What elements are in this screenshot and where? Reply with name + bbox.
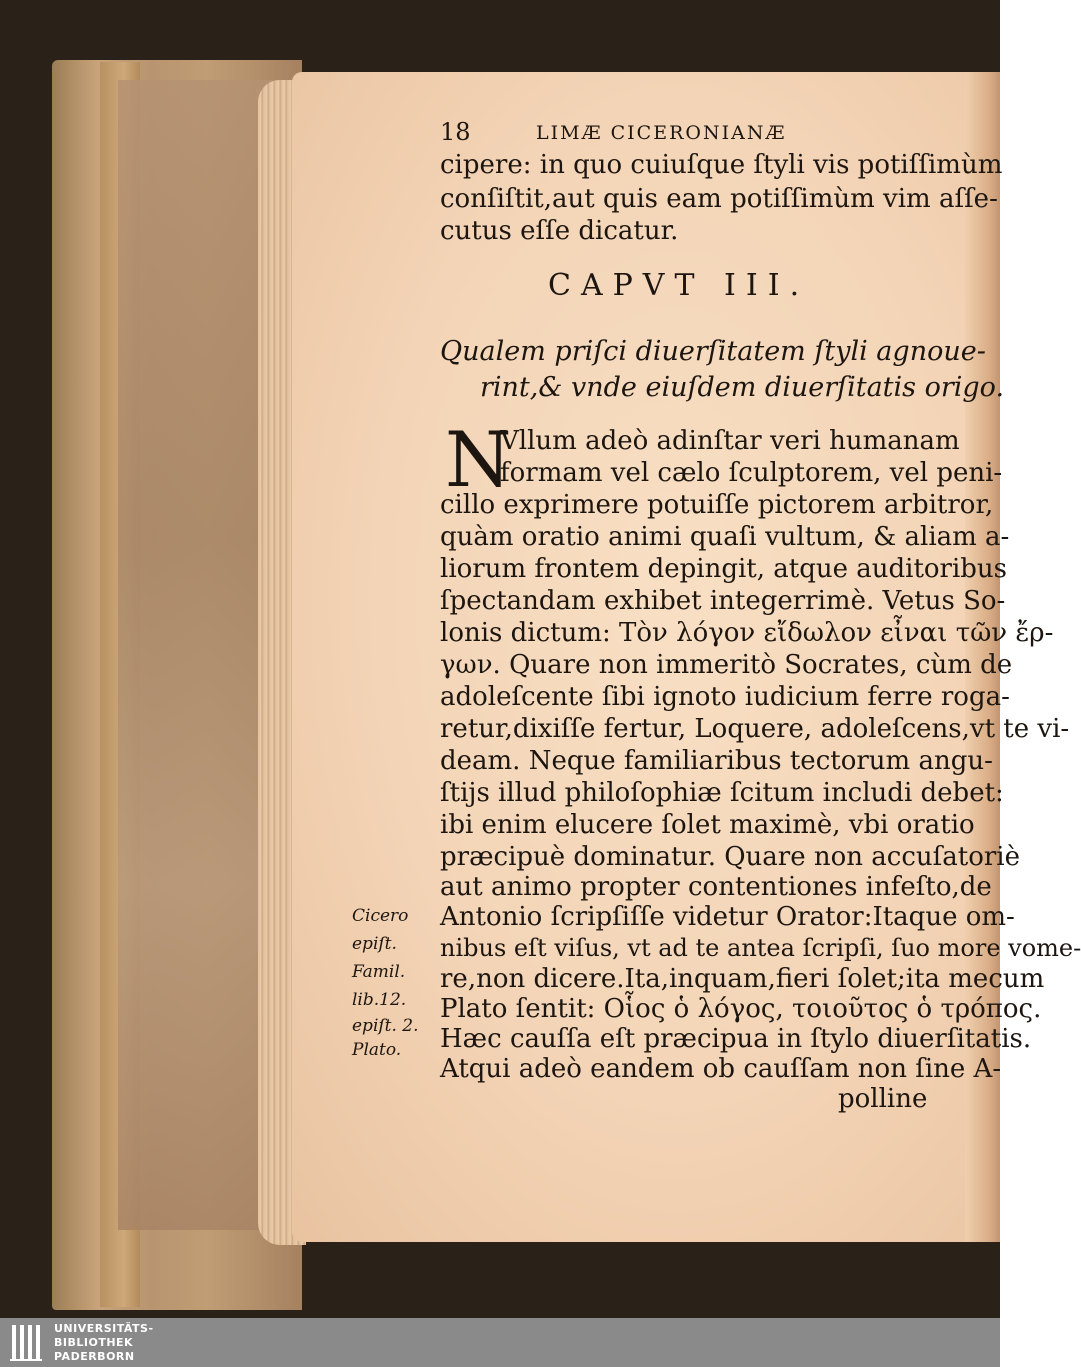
body-line: nibus eſt viſus, vt ad te antea ſcripſi, ſuo more vome-	[440, 934, 1081, 962]
body-line: liorum frontem depingit, atque auditoribus	[440, 554, 1008, 584]
text-line: cutus eſſe dicatur.	[440, 216, 679, 246]
body-line: Plato ſentit: Οἷος ὁ λόγος, τοιοῦτος ὁ τρόπος.	[440, 994, 1042, 1024]
text-line: conſiſtit,aut quis eam potiſſimùm vim aſſe-	[440, 184, 998, 214]
library-logo-icon	[10, 1321, 46, 1363]
page-number: 18	[440, 118, 471, 146]
body-line: adoleſcente ſibi ignoto iudicium ferre roga-	[440, 682, 1010, 712]
logo-line: PADERBORN	[54, 1350, 135, 1363]
body-line: ſpectandam exhibet integerrimè. Vetus So-	[440, 586, 1006, 616]
body-line: cillo exprimere potuiſſe pictorem arbitror,	[440, 490, 994, 520]
marginal-note: Cicero	[352, 906, 409, 926]
logo-line: UNIVERSITÄTS-	[54, 1322, 154, 1335]
body-line: Vllum adeò adinſtar veri humanam	[500, 426, 960, 456]
catchword: polline	[838, 1084, 928, 1114]
body-line: aut animo propter contentiones infeſto,de	[440, 872, 992, 902]
body-line: Antonio ſcripſiſſe videtur Orator:Itaque om-	[440, 902, 1015, 932]
library-logo-text	[54, 1322, 154, 1364]
cover-board	[118, 80, 278, 1230]
text-line: cipere: in quo cuiuſque ſtyli vis potiſſimùm	[440, 150, 1003, 180]
body-line: re,non dicere.Ita,inquam,fieri ſolet;ita mecum	[440, 964, 1045, 994]
marginal-note: epiſt. 2.	[352, 1016, 419, 1036]
logo-line: BIBLIOTHEK	[54, 1336, 134, 1349]
chapter-heading: CAPVT III.	[548, 268, 810, 303]
body-line: ſtijs illud philoſophiæ ſcitum includi debet:	[440, 778, 1004, 808]
body-line: lonis dictum: Τὸν λόγον εἴδωλον εἶναι τῶν ἔρ-	[440, 618, 1054, 648]
body-line: deam. Neque familiaribus tectorum angu-	[440, 746, 993, 776]
marginal-note: Famil.	[352, 962, 406, 982]
body-line: Hæc cauſſa eſt præcipua in ſtylo diuerſitatis.	[440, 1024, 1032, 1054]
drop-cap: N	[445, 415, 512, 504]
marginal-note: Plato.	[352, 1040, 402, 1060]
body-line: Atqui adeò eandem ob cauſſam non ſine A-	[440, 1054, 1002, 1084]
body-line: præcipuè dominatur. Quare non accuſatoriè	[440, 842, 1021, 872]
chapter-subtitle-line: rint,& vnde eiuſdem diuerſitatis origo.	[480, 372, 1005, 403]
body-line: quàm oratio animi quaſi vultum, & aliam a-	[440, 522, 1010, 552]
marginal-note: epiſt.	[352, 934, 397, 954]
marginal-note: lib.12.	[352, 990, 407, 1010]
body-line: retur,dixiſſe fertur, Loquere, adoleſcens,vt te vi-	[440, 714, 1070, 744]
chapter-subtitle-line: Qualem priſci diuerſitatem ſtyli agnoue-	[440, 336, 986, 367]
running-head: LIMÆ CICERONIANÆ	[536, 122, 787, 144]
body-line: formam vel cælo ſculptorem, vel peni-	[500, 458, 1003, 488]
body-line: ibi enim elucere ſolet maximè, vbi oratio	[440, 810, 975, 840]
body-line: γων. Quare non immeritò Socrates, cùm de	[440, 650, 1013, 680]
